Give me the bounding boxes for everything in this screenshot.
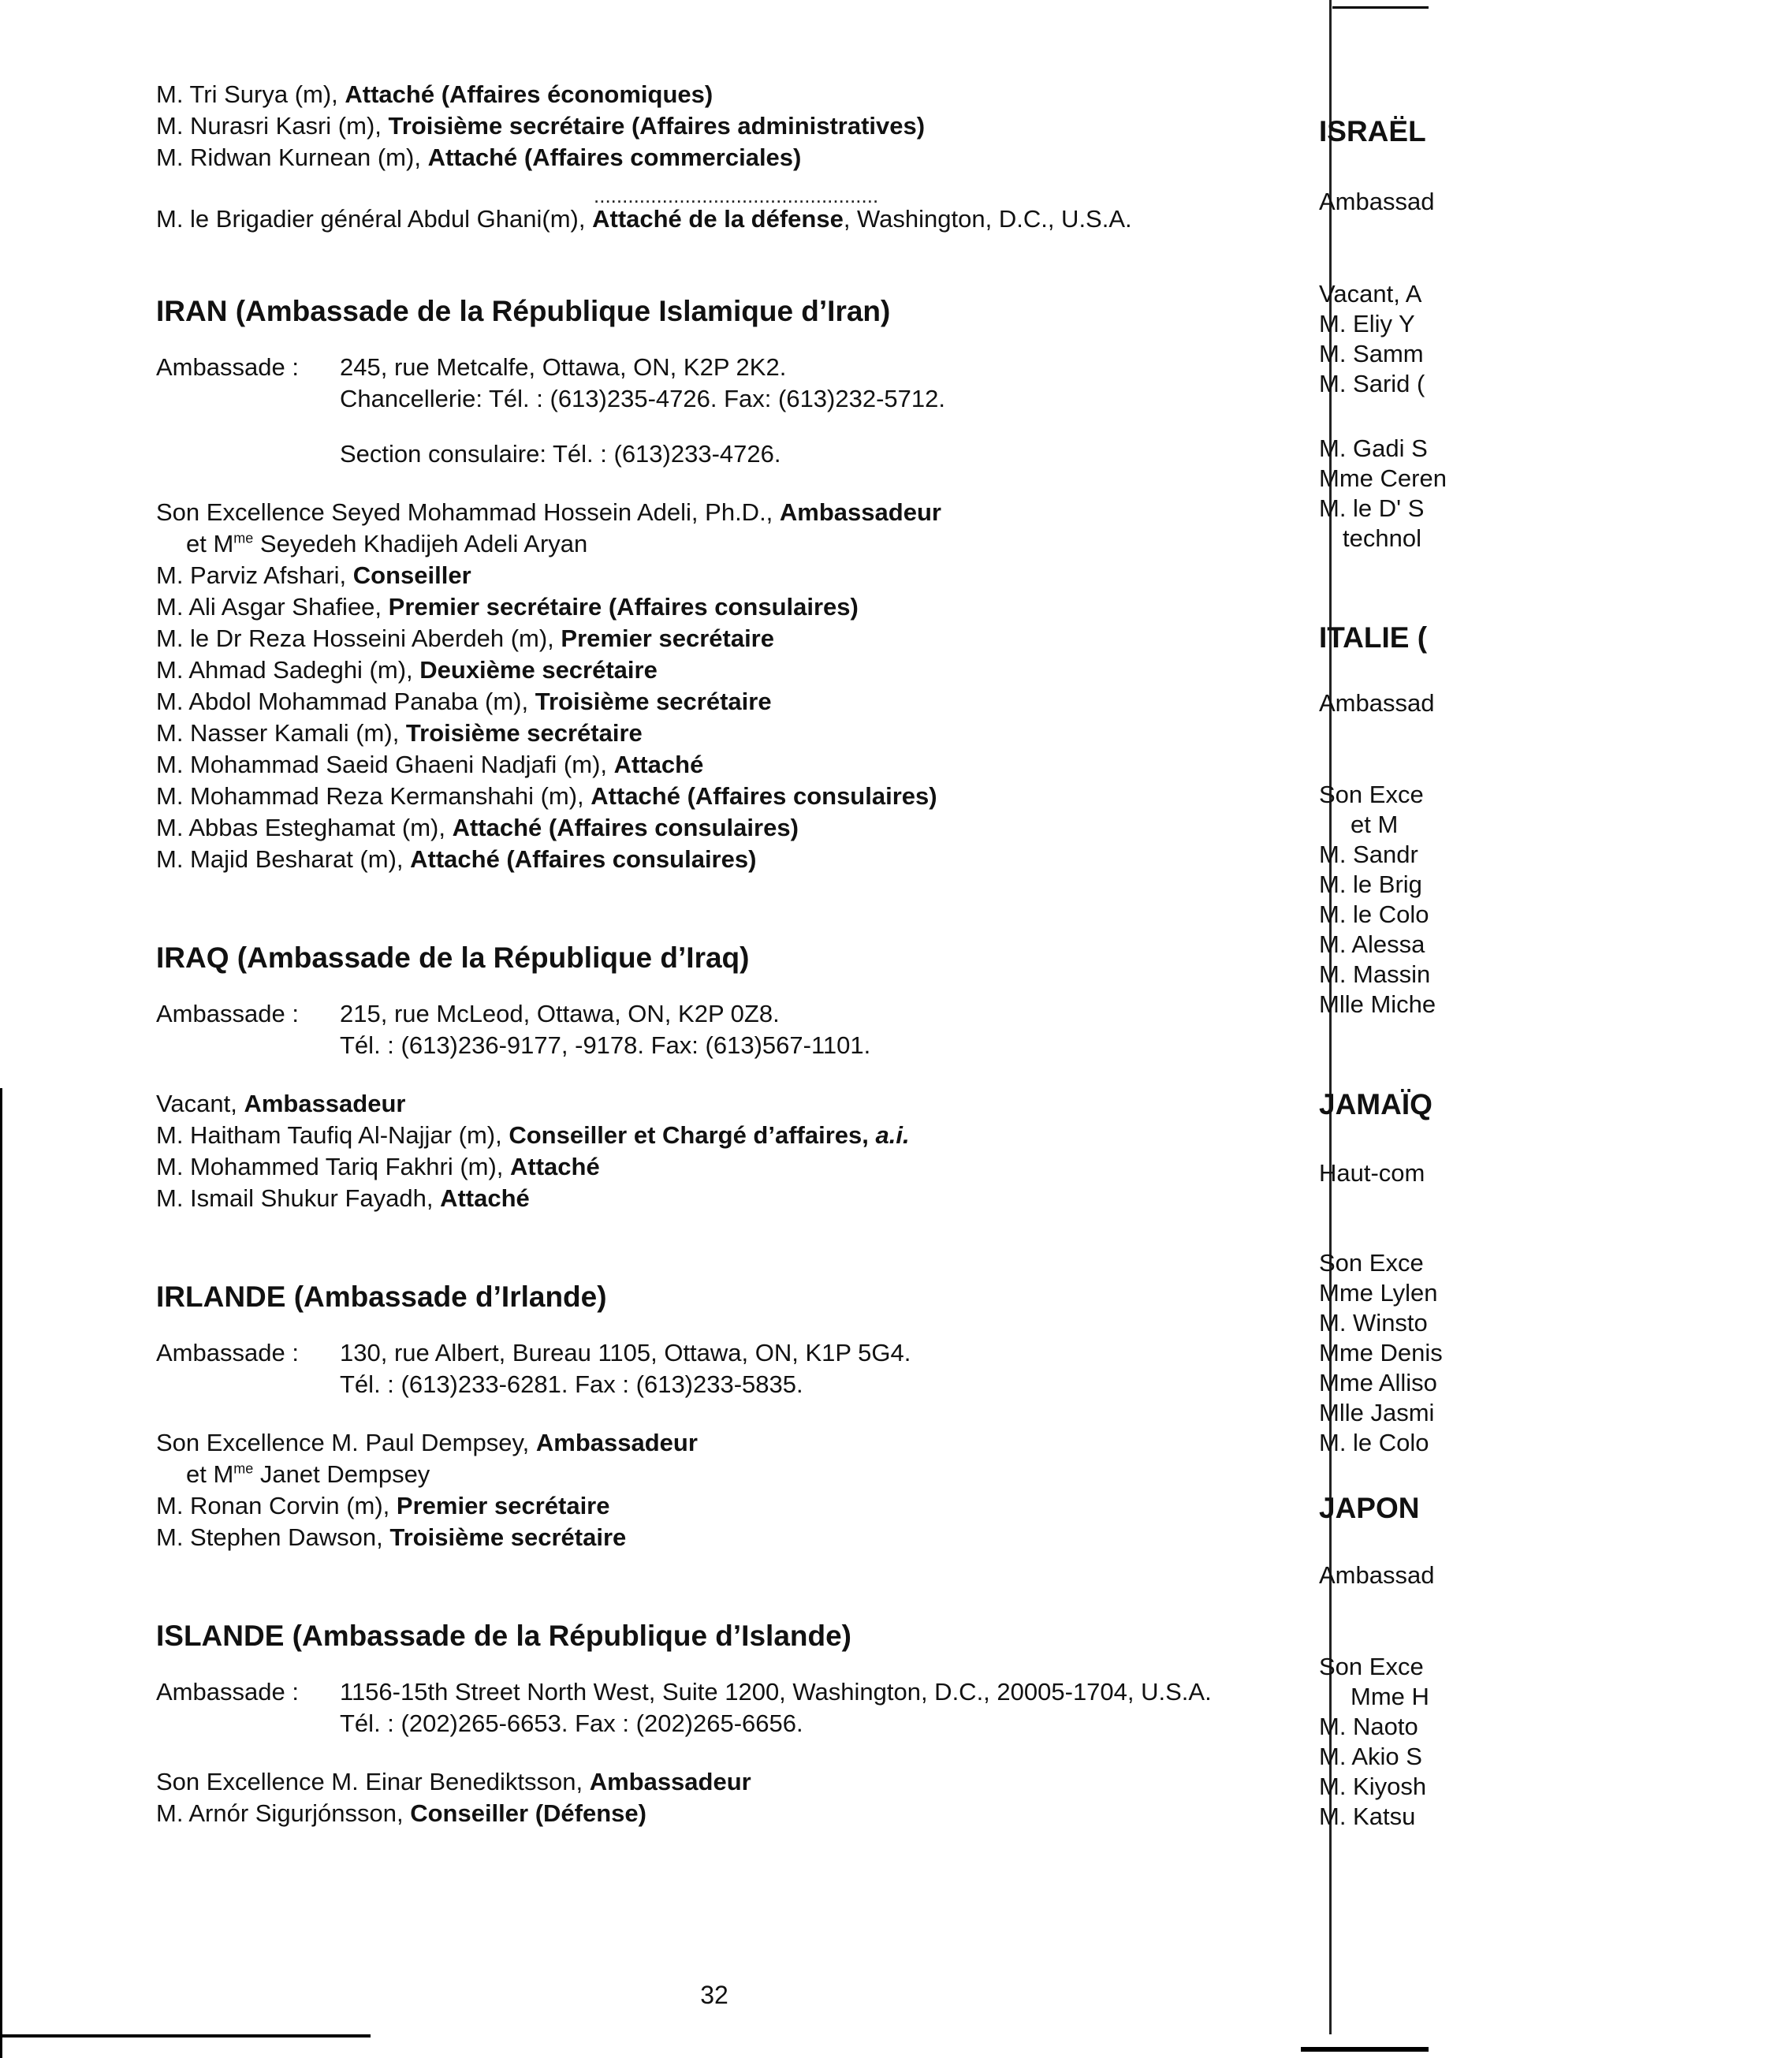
fragment-line: Ambassad [1319,188,1435,215]
fragment-line: M. Samm [1319,340,1424,367]
fragment-line: M. Eliy Y [1319,310,1415,337]
address-line: 215, rue McLeod, Ottawa, ON, K2P 0Z8. [340,1000,780,1027]
list-item [156,142,1291,173]
list-item [156,203,1291,235]
person-title: Premier secrétaire [396,1492,610,1519]
list-item [156,1183,1291,1214]
person-name: M. Mohammad Reza Kermanshahi (m), [156,782,591,810]
list-item [156,1490,1291,1522]
section-irlande [156,1279,1291,1553]
person-name: M. Nasser Kamali (m), [156,719,406,747]
person-name: M. Stephen Dawson, [156,1523,390,1551]
fragment-line: Mme Ceren [1319,464,1447,492]
list-item [156,718,1291,749]
person-title: Attaché (Affaires économiques) [345,80,713,108]
section-heading: IRLANDE (Ambassade d’Irlande) [156,1281,607,1313]
location-text: , Washington, D.C., U.S.A. [843,205,1132,233]
list-item [156,591,1291,623]
address-label: Ambassade : [156,1339,299,1366]
section-heading: IRAN (Ambassade de la République Islamique d’Iran) [156,295,891,327]
fragment-line: Mme Denis [1319,1339,1443,1366]
person-name: M. Ali Asgar Shafiee, [156,593,389,621]
person-name: M. Abdol Mohammad Panaba (m), [156,688,535,715]
superscript-text: me [233,530,254,546]
list-item [156,110,1291,142]
section-heading: IRAQ (Ambassade de la République d’Iraq) [156,941,750,974]
person-title: Premier secrétaire (Affaires consulaires) [388,593,859,621]
person-title: Ambassadeur [779,498,941,526]
section-heading: ITALIE ( [1319,621,1428,654]
address-line: 245, rue Metcalfe, Ottawa, ON, K2P 2K2. [340,353,787,381]
fragment-line: Haut-com [1319,1159,1425,1187]
person-title: Troisième secrétaire [535,688,772,715]
person-title: Premier secrétaire [561,624,774,652]
spouse-line [156,1459,1291,1490]
address-label: Ambassade : [156,1678,299,1706]
address-block [156,1676,1291,1739]
page-number: 32 [700,1981,728,2009]
fragment-line: M. Katsu [1319,1803,1416,1830]
list-item [156,560,1291,591]
fragment-line: technol [1343,524,1421,552]
list-item [156,1088,1291,1120]
address-line: Tél. : (202)265-6653. Fax : (202)265-6656. [340,1709,803,1737]
list-item [156,749,1291,781]
ambassador-line [156,1766,1291,1798]
fragment-line: Mme H [1351,1683,1429,1710]
address-block [156,1337,1291,1400]
spacer [340,352,945,470]
section-heading: ISLANDE (Ambassade de la République d’Islande) [156,1620,852,1652]
person-title: Deuxième secrétaire [419,656,658,684]
fragment-line: M. le Colo [1319,900,1429,928]
fragment-line: M. Sarid ( [1319,370,1425,397]
person-name: Vacant, [156,1090,244,1117]
fragment-line: M. Alessa [1319,930,1425,958]
person-title: Attaché de la défense [592,205,844,233]
person-name: M. le Brigadier général Abdul Ghani(m), [156,205,593,233]
person-name: Son Excellence Seyed Mohammad Hossein Adeli, Ph.D., [156,498,780,526]
fragment-line: M. Naoto [1319,1713,1418,1740]
person-title: Attaché (Affaires consulaires) [452,814,799,841]
person-title: Troisième secrétaire [389,1523,627,1551]
fragment-line: Mlle Miche [1319,990,1436,1018]
spacer [156,1400,1291,1427]
list-item [156,1522,1291,1553]
fragment-line: Mme Lylen [1319,1279,1438,1307]
address-line: 1156-15th Street North West, Suite 1200, Washington, D.C., 20005-1704, U.S.A. [340,1678,1212,1706]
scan-edge [0,2034,371,2037]
adjacent-page-fragment [1290,0,1447,2058]
person-title: Attaché (Affaires consulaires) [591,782,937,810]
person-title: Ambassadeur [589,1768,751,1795]
spouse-line [156,528,1291,560]
address-block [156,352,1291,470]
person-name: M. Haitham Taufiq Al-Najjar (m), [156,1121,509,1149]
address-label: Ambassade : [156,353,299,381]
person-title: Attaché (Affaires consulaires) [410,845,757,873]
address-block [156,998,1291,1061]
address-line: 130, rue Albert, Bureau 1105, Ottawa, ON, K1P 5G4. [340,1339,911,1366]
ambassador-line [156,1427,1291,1459]
superscript-text: me [233,1460,254,1477]
dotted-separator: .................................................. [594,184,879,207]
list-item [156,654,1291,686]
scan-edge [0,1088,2,2058]
fragment-line: M. Gadi S [1319,434,1428,462]
person-title: Troisième secrétaire [405,719,643,747]
address-line: Tél. : (613)236-9177, -9178. Fax: (613)567-1101. [340,1031,871,1059]
fragment-line: Ambassad [1319,1561,1435,1589]
fragment-line: Vacant, A [1319,280,1422,308]
fragment-line: M. Sandr [1319,841,1418,868]
fragment-line: M. le Brig [1319,871,1422,898]
section-iran [156,293,1291,875]
list-item [156,781,1291,812]
person-name: Seyedeh Khadijeh Adeli Aryan [253,530,588,557]
person-title: Troisième secrétaire (Affaires administratives) [388,112,926,140]
spacer [340,1337,911,1400]
section-iraq [156,940,1291,1214]
fragment-line: M. le Colo [1319,1429,1429,1456]
list-item [156,686,1291,718]
fragment-line: et M [1351,811,1399,838]
person-title: Ambassadeur [535,1429,698,1456]
person-name: M. le Dr Reza Hosseini Aberdeh (m), [156,624,561,652]
consular-line: Section consulaire: Tél. : (613)233-4726. [340,440,781,468]
person-name: M. Nurasri Kasri (m), [156,112,389,140]
person-name: M. Mohammad Saeid Ghaeni Nadjafi (m), [156,751,614,778]
person-name: M. Tri Surya (m), [156,80,345,108]
top-block [156,79,1291,235]
list-item [156,1120,1291,1151]
person-name: M. Abbas Esteghamat (m), [156,814,453,841]
person-name: M. Mohammed Tariq Fakhri (m), [156,1153,511,1180]
person-name: M. Ismail Shukur Fayadh, [156,1184,441,1212]
fragment-line: M. Akio S [1319,1743,1422,1770]
fragment-line: Mlle Jasmi [1319,1399,1435,1426]
person-title: Ambassadeur [244,1090,406,1117]
fragment-line: M. Massin [1319,960,1431,988]
person-title: Attaché [510,1153,600,1180]
person-name: M. Arnór Sigurjónsson, [156,1799,411,1827]
list-item [156,623,1291,654]
fragment-line: M. Kiyosh [1319,1773,1427,1800]
fragment-line: M. Winsto [1319,1309,1428,1337]
list-item [156,844,1291,875]
fragment-line: Ambassad [1319,689,1435,717]
left-column [156,79,1291,1829]
section-heading: JAMAÏQ [1319,1088,1432,1120]
spacer [156,1061,1291,1088]
fragment-line: Mme Alliso [1319,1369,1437,1396]
person-name: M. Parviz Afshari, [156,561,353,589]
fragment-line: Son Exce [1319,781,1424,808]
person-name: et M [186,1460,234,1488]
spacer [156,470,1291,497]
spacer [340,998,870,1061]
person-name: M. Ronan Corvin (m), [156,1492,397,1519]
list-item [156,79,1291,110]
fragment-line: M. le D' S [1319,494,1425,522]
person-name: Son Excellence M. Paul Dempsey, [156,1429,536,1456]
person-name: et M [186,530,234,557]
person-name: Son Excellence M. Einar Benediktsson, [156,1768,590,1795]
list-item [156,812,1291,844]
person-title: a.i. [875,1121,910,1149]
person-title: Attaché [440,1184,530,1212]
spacer [340,1676,1212,1739]
person-name: Janet Dempsey [253,1460,430,1488]
list-item [156,1151,1291,1183]
fragment-line: Son Exce [1319,1249,1424,1277]
person-title: Conseiller (Défense) [410,1799,646,1827]
fragment-line: Son Exce [1319,1653,1424,1680]
address-line: Chancellerie: Tél. : (613)235-4726. Fax: (613)232-5712. [340,385,945,412]
address-label: Ambassade : [156,1000,299,1027]
spacer [156,1739,1291,1766]
ambassador-line [156,497,1291,528]
person-name: M. Ridwan Kurnean (m), [156,144,428,171]
person-name: M. Ahmad Sadeghi (m), [156,656,420,684]
person-title: Conseiller [352,561,471,589]
spacer [340,415,945,438]
person-name: M. Majid Besharat (m), [156,845,411,873]
person-title: Attaché [613,751,704,778]
person-title: Conseiller et Chargé d’affaires, [509,1121,876,1149]
section-heading: ISRAËL [1319,115,1426,147]
person-title: Attaché (Affaires commerciales) [427,144,802,171]
section-heading: JAPON [1319,1492,1420,1524]
address-line: Tél. : (613)233-6281. Fax : (613)233-5835. [340,1370,803,1398]
section-islande [156,1618,1291,1829]
list-item [156,1798,1291,1829]
